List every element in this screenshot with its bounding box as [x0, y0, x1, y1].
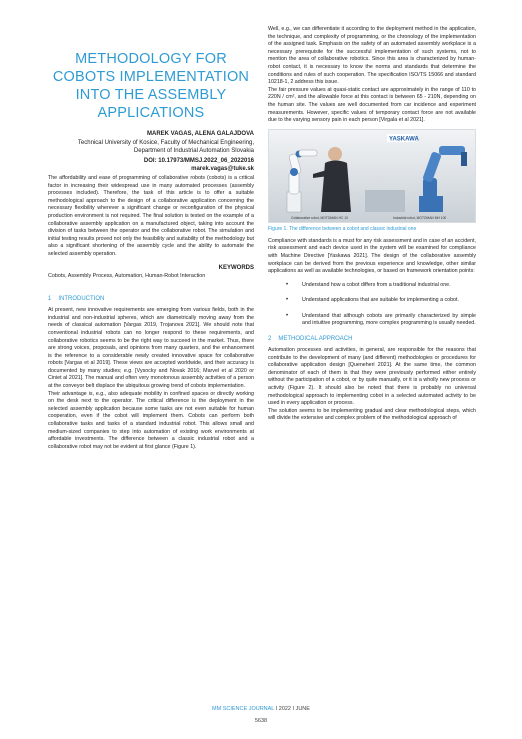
body-paragraph: Well, e.g., we can differentiate it according to the deployment method in the application, the technique, and complexity of programming, or the chronology of the implementation of the assigned task. Emphasis on the safety of an automated assembly workplace is a necessary prerequisite for the successful implementation of such systems, not to mention the area of collaborative robotics. Since this area is characterized by human-robot contact, it is necessary to know the norms and standards that determine the conditions and rules of such cooperation. The specification ISO/TS 15066 and standard 10218-1, 2 address this issue. — [268, 26, 476, 86]
body-paragraph: The fair pressure values at quasi-static contact are approximately in the range of 110 to 220N / cm², and the allowable force at this contact is between 65 - 210N, depending on the human site. The values are well documented from car incidence and experiment measurements. However, specific values of temporary contact force are not available due to the varying sensory pain in each person [Virgala et al 2021]. — [268, 86, 476, 124]
bullet-icon: • — [286, 281, 289, 288]
list-item: • Understand applications that are suitable for implementing a cobot. — [286, 297, 459, 304]
bullet-icon: • — [286, 312, 289, 319]
journal-issue: I 2022 I JUNE — [275, 706, 310, 712]
intro-paragraph: At present, new innovative requirements are emerging from various fields, both in the industrial and non-industrial spheres, which are diametrically moving away from the needs of classical automation [Vargas 2019, Trojanova 2021]. We should note that conventional industrial robots can no longer respond to these requirements, and collaborative robotics seems to be the right way to succeed in the market. Thus, there are strong voices, proposals, and opinions from many quarters, and the enhancement is the reference to a considerable newly created innovative space for collaborative robots [Vargas et al 2019]. These views are accepted worldwide, and their accuracy is documented by many studies; e.g. [Vysocky and Novak 2016; Marvel et al 2020 or Ciniet al 2021]. The manual and often very monotonous assembly activities of a person at the conveyor belt displace the ubiquitous growing trend of cobots implementation. — [48, 307, 254, 390]
list-item: • Understand how a cobot differs from a traditional industrial one. — [286, 281, 451, 288]
section-number: 1 — [48, 296, 52, 303]
industrial-robot-label: Industrial robot, MOTOMAN MH 100 — [393, 215, 447, 220]
journal-name: MM SCIENCE JOURNAL — [212, 706, 275, 712]
title-line: INTO THE ASSEMBLY — [75, 87, 227, 103]
body-paragraph: Compliance with standards is a must for any risk assessment and in case of an accident, risk assessment and each device used in the system will be examined for compliance with Machine Directive [Yaskawa 2021]. The design of the collaborative assembly workplace can be derived from the previous experience and knowledge, other similar applications as well as available technologies, or based on framework orientation points: — [268, 237, 476, 275]
section-title: INTRODUCTION — [58, 296, 105, 303]
section-number: 2 — [268, 336, 272, 343]
keywords: Cobots, Assembly Process, Automation, Human-Robot Interaction — [48, 272, 206, 279]
abstract: The affordability and ease of programming of collaborative robots (cobots) is a critical factor in increasing their widespread use in many automated processes (assembly processes included). Therefore, the task of this article is to offer a suitable methodological approach to the design of a collaborative application concerning the necessary flexibility wherever a significant change or reconfiguration of the physical production environment is not required. The final solution is tested on the example of a collaborative assembly application on a manufactured object, taking into account the division of tasks between the operator and the collaborative robot. The simulation and initial testing results proved not only the feasibility and suitability of the methodology but also a significant shortening of the assembly cycle and the ability to automate the selected assembly operation. — [48, 175, 254, 257]
body-paragraph: Automation processes and activities, in general, are responsible for the reasons that contribute to the development of many (and different) methodologies or procedures for collaborative application design [Queneheri 2021]. At the same time, the common denominator of each of them is that they were previously performed either entirely without the participation of a cobot, or by quite manually, or it is a wholly new process or activity (Figure 2). It should also be noted that there is probably no universal methodological approach to implementing cobot in a selected automated activity to be used in every application or process. — [268, 347, 476, 407]
bullet-icon: • — [286, 297, 289, 304]
doi: DOI: 10.17973/MMSJ.2022_06_2022016 — [143, 158, 254, 164]
footer-journal — [0, 706, 522, 712]
keywords-heading: KEYWORDS — [218, 264, 254, 271]
intro-paragraph: Their advantage is, e.g., also adequate mobility in confined spaces or directly working on the desk next to the operator. The critical difference is the deployment in the selected assembly application because some tasks are not even suitable for human cooperation, even if the cobot will implement them. Cobots can perform both collaborative tasks and tasks of a standard industrial robot. This allows small and medium-sized companies to step into automation of existing work environments at affordable investments. The difference between a classic industrial robot and a collaborative robot may not be evident at first glance (Figure 1). — [48, 390, 254, 450]
left-column — [48, 50, 254, 451]
title-line: APPLICATIONS — [97, 105, 205, 121]
section-heading-methodical-approach — [268, 336, 476, 342]
authors: MAREK VAGAS, ALENA GALAJDOVA — [146, 131, 254, 137]
figure-1-photo — [268, 129, 476, 223]
figure-caption: Figure 1. The difference between a cobot and classic industrial one — [268, 225, 417, 232]
title-line: METHODOLOGY FOR — [75, 51, 227, 67]
right-column — [268, 26, 476, 423]
cobot-label: Collaborative robot, MOTOMAN HC 10 — [291, 215, 348, 220]
body-paragraph: The solution seems to be implementing gradual and clear methodological steps, which will divide the extensive and complex problem of the methodological approach of — [268, 407, 476, 422]
brand-logo: YASKAWA — [389, 136, 419, 143]
page-number: 5638 — [254, 718, 268, 724]
paper-title — [48, 50, 254, 122]
list-item: • Understand that although cobots are primarily characterized by simple and intuitive programming, more complex programming is usually needed. — [286, 312, 476, 327]
affiliation: Technical University of Kosice, Faculty of Mechanical Engineering, Department of Industrial Automation Slovakia — [77, 140, 254, 154]
title-line: COBOTS IMPLEMENTATION — [52, 69, 250, 85]
robots-illustration — [269, 130, 475, 222]
orientation-points-list — [268, 282, 476, 328]
author-email[interactable]: marek.vagas@tuke.sk — [191, 166, 254, 172]
section-heading-introduction — [48, 296, 254, 302]
section-title: METHODICAL APPROACH — [278, 336, 353, 343]
